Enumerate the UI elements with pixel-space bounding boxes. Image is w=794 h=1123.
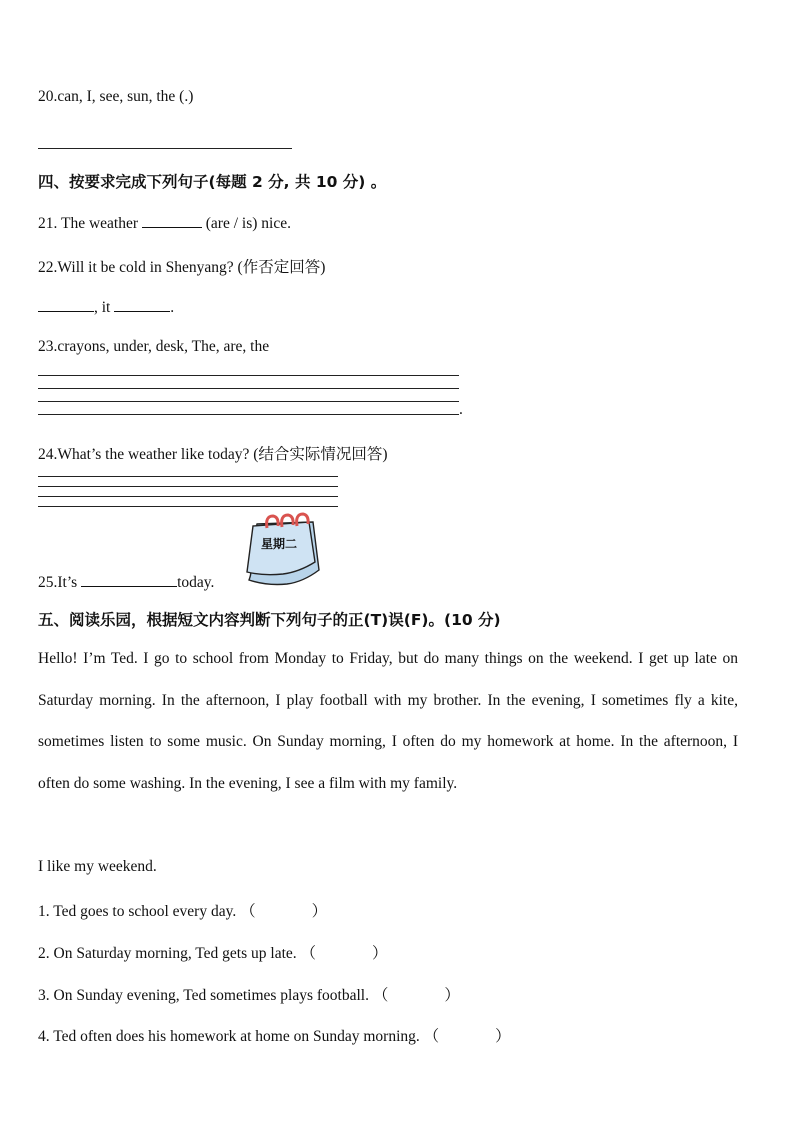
statement-text: 1. Ted goes to school every day.: [38, 903, 237, 920]
q23-end-period: .: [459, 401, 463, 418]
answer-line-20[interactable]: [38, 148, 292, 149]
section-5-heading: 五、阅读乐园，根据短文内容判断下列句子的正(T)误(F)。(10 分): [38, 611, 501, 629]
q25-blank[interactable]: [81, 572, 177, 587]
answer-bracket[interactable]: （ ）: [423, 1028, 511, 1045]
q21-prefix: 21. The weather: [38, 215, 142, 232]
q22-blank-1[interactable]: [38, 297, 94, 312]
statement-2: [38, 941, 388, 963]
q22-end: .: [170, 299, 175, 316]
question-25: [38, 572, 214, 592]
answer-bracket[interactable]: （ ）: [372, 987, 460, 1004]
q21-suffix: (are / is) nice.: [201, 215, 291, 232]
writing-line-23-4[interactable]: [38, 414, 459, 415]
writing-line-24-1[interactable]: [38, 476, 338, 477]
writing-line-23-3[interactable]: [38, 401, 459, 402]
statement-1: [38, 899, 327, 921]
question-22: 22.Will it be cold in Shenyang? (作否定回答): [38, 259, 326, 276]
question-21: [38, 213, 291, 233]
question-23: 23.crayons, under, desk, The, are, the: [38, 338, 270, 355]
statement-text: 2. On Saturday morning, Ted gets up late.: [38, 945, 297, 962]
section-4-heading: 四、按要求完成下列句子(每题 2 分, 共 10 分) 。: [38, 173, 387, 191]
passage-closing: I like my weekend.: [38, 858, 157, 875]
statement-3: [38, 983, 460, 1005]
statement-4: [38, 1024, 511, 1046]
q25-suffix: today.: [177, 574, 215, 591]
q25-prefix: 25.It’s: [38, 574, 82, 591]
q21-blank[interactable]: [142, 213, 202, 228]
question-20: 20.can, I, see, sun, the (.): [38, 88, 194, 105]
statement-text: 4. Ted often does his homework at home on Sunday morning.: [38, 1028, 420, 1045]
question-24: 24.What’s the weather like today? (结合实际情况回答): [38, 446, 388, 463]
answer-bracket[interactable]: （ ）: [300, 945, 388, 962]
q22-sep: , it: [94, 299, 115, 316]
calendar-label: 星期二: [261, 537, 298, 551]
reading-passage: Hello! I’m Ted. I go to school from Monday to Friday, but do many things on the weekend. I get up late on Saturday morning. In the afternoon, I play football with my brother. In the evening, I sometimes fly a kite, sometimes listen to some music. On Sunday morning, I often do my homework at home. In the afternoon, I often do some washing. In the evening, I see a film with my family.: [38, 650, 738, 792]
writing-line-24-2[interactable]: [38, 486, 338, 487]
writing-line-23-2[interactable]: [38, 388, 459, 389]
answer-bracket[interactable]: （ ）: [240, 903, 328, 920]
writing-line-23-1[interactable]: [38, 375, 459, 376]
answer-22: [38, 297, 174, 317]
writing-line-24-3[interactable]: [38, 496, 338, 497]
q22-blank-2[interactable]: [114, 297, 170, 312]
writing-line-24-4[interactable]: [38, 506, 338, 507]
calendar-icon: [243, 512, 323, 588]
statement-text: 3. On Sunday evening, Ted sometimes plays football.: [38, 987, 369, 1004]
